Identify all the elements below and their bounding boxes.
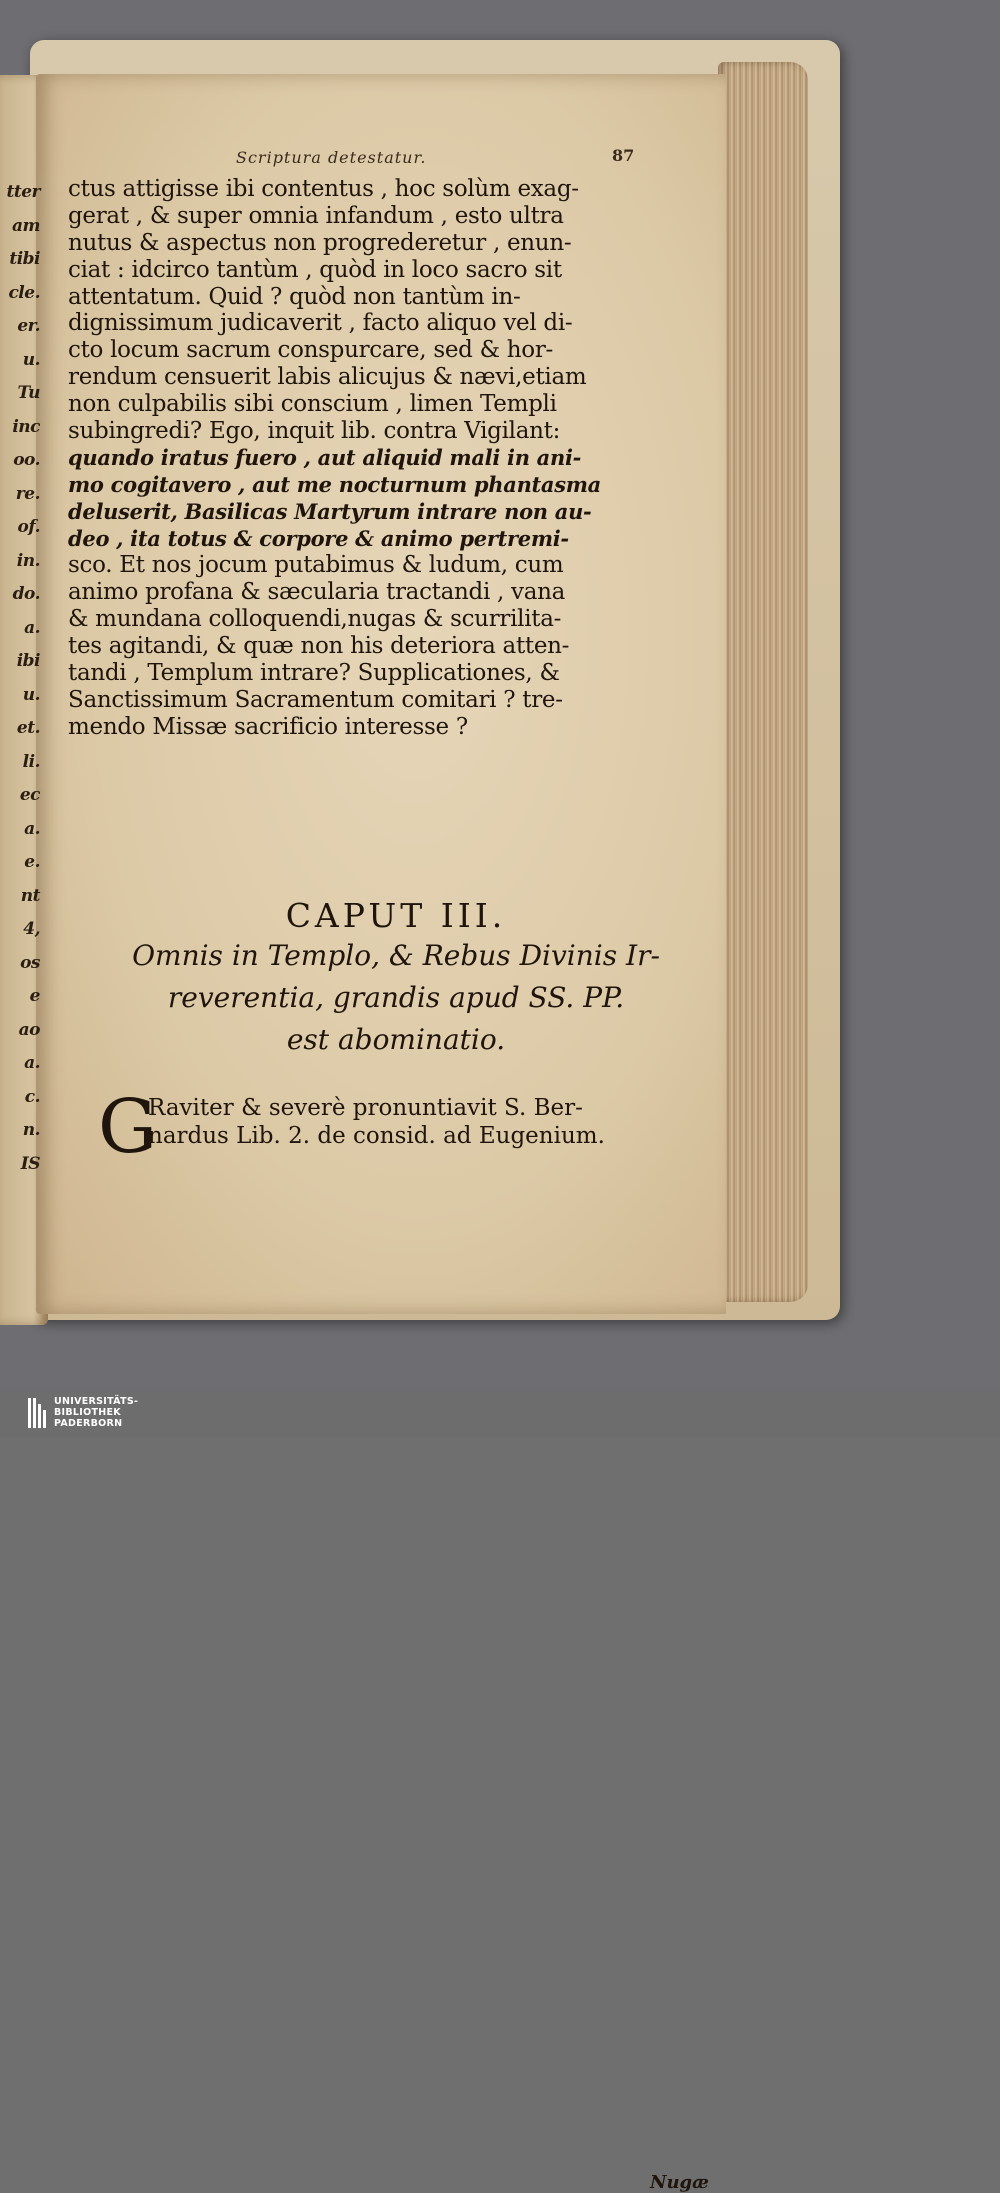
- intro-line: nardus Lib. 2. de consid. ad Eugenium.: [148, 1123, 605, 1149]
- facing-page-fragment: tibi: [9, 249, 40, 269]
- catchword: Nugæ: [650, 2172, 709, 2193]
- facing-page-fragment: of.: [17, 517, 40, 537]
- facing-page-fragment: tter: [6, 182, 40, 202]
- chapter-intro: [98, 1084, 709, 2193]
- chapter-subtitle-line: reverentia, grandis apud SS. PP.: [167, 981, 625, 1014]
- text-line: subingredi? Ego, inquit lib. contra Vigilant:: [68, 418, 561, 445]
- text-line: mo cogitavero , aut me nocturnum phantasma: [68, 471, 601, 497]
- facing-page-fragment: IS: [20, 1153, 40, 1174]
- logo-text-line: BIBLIOTHEK: [54, 1407, 121, 1418]
- text-line: animo profana & sæcularia tractandi , vana: [68, 579, 566, 606]
- facing-page-fragment: cle.: [8, 282, 40, 303]
- facing-page-fragment: et.: [16, 718, 40, 738]
- facing-page-fragment: Tu: [17, 383, 40, 403]
- facing-page-fragment: os: [20, 952, 40, 973]
- running-head: Scriptura detestatur.: [236, 148, 427, 167]
- facing-page-fragment: er.: [17, 316, 40, 336]
- text-line: ciat : idcirco tantùm , quòd in loco sacro sit: [68, 256, 562, 283]
- text-line: tandi , Templum intrare? Supplicationes, &: [68, 660, 560, 687]
- library-logo-icon: [28, 1398, 46, 1428]
- facing-page-fragment: nt: [20, 885, 40, 906]
- logo-text-line: PADERBORN: [54, 1418, 123, 1429]
- facing-page-fragment: a.: [24, 1053, 40, 1073]
- text-line: Sanctissimum Sacramentum comitari ? tre-: [68, 686, 563, 713]
- facing-page-fragment: am: [11, 215, 40, 236]
- chapter-title: CAPUT III.: [285, 896, 507, 935]
- page-number: 87: [612, 146, 635, 165]
- body-text: [68, 176, 668, 741]
- text-line: gerat , & super omnia infandum , esto ultra: [68, 202, 564, 229]
- text-line: deluserit, Basilicas Martyrum intrare non au-: [68, 498, 592, 524]
- library-footer: [0, 1390, 1000, 1437]
- facing-page-fragment: u.: [22, 349, 40, 370]
- facing-page-fragment: c.: [24, 1086, 40, 1107]
- text-line: sco. Et nos jocum putabimus & ludum, cum: [68, 552, 564, 579]
- logo-text-line: UNIVERSITÄTS-: [54, 1396, 139, 1407]
- facing-page-fragment: do.: [12, 584, 40, 604]
- facing-page-fragment: 4,: [23, 919, 40, 939]
- text-line: attentatum. Quid ? quòd non tantùm in-: [68, 283, 521, 310]
- facing-page-fragment: inc: [12, 416, 40, 437]
- text-line: deo , ita totus & corpore & animo pertremi-: [68, 525, 569, 551]
- facing-page-fragment: oo.: [13, 450, 40, 470]
- facing-page-fragment: a.: [24, 617, 40, 638]
- chapter-subtitle-line: est abominatio.: [286, 1023, 506, 1056]
- text-line: quando iratus fuero , aut aliquid mali in ani-: [68, 444, 582, 470]
- facing-page-fragment: e: [29, 986, 40, 1006]
- text-line: dignissimum judicaverit , facto aliquo vel di-: [68, 310, 573, 337]
- facing-page-fragment: u.: [22, 684, 40, 705]
- facing-page-fragment: n.: [22, 1120, 40, 1140]
- text-line: mendo Missæ sacrificio interesse ?: [68, 713, 468, 740]
- facing-page-fragment: re.: [15, 483, 40, 504]
- facing-page-fragment: e.: [24, 852, 40, 872]
- facing-page-fragment: ao: [18, 1019, 40, 1040]
- chapter-heading: [36, 896, 726, 1061]
- chapter-subtitle-line: Omnis in Templo, & Rebus Divinis Ir-: [132, 939, 660, 972]
- text-line: cto locum sacrum conspurcare, sed & hor-: [68, 337, 553, 364]
- text-line: nutus & aspectus non progrederetur , enun-: [68, 229, 572, 256]
- facing-page-fragment: li.: [22, 751, 40, 772]
- text-line: non culpabilis sibi conscium , limen Templi: [68, 391, 557, 418]
- text-line: ctus attigisse ibi contentus , hoc solùm exag-: [68, 176, 579, 202]
- facing-page-fragment: a.: [24, 818, 40, 839]
- intro-line: Raviter & severè pronuntiavit S. Ber-: [148, 1095, 583, 1121]
- facing-page-fragment: ec: [19, 785, 40, 805]
- drop-cap: G: [98, 1084, 158, 1170]
- text-line: tes agitandi, & quæ non his deteriora atten-: [68, 633, 570, 660]
- page-edges: [718, 62, 808, 1302]
- facing-page-fragment: ibi: [16, 651, 40, 671]
- text-line: rendum censuerit labis alicujus & nævi,etiam: [68, 364, 587, 391]
- text-line: & mundana colloquendi,nugas & scurrilita-: [68, 606, 562, 633]
- facing-page-fragment: in.: [16, 550, 40, 571]
